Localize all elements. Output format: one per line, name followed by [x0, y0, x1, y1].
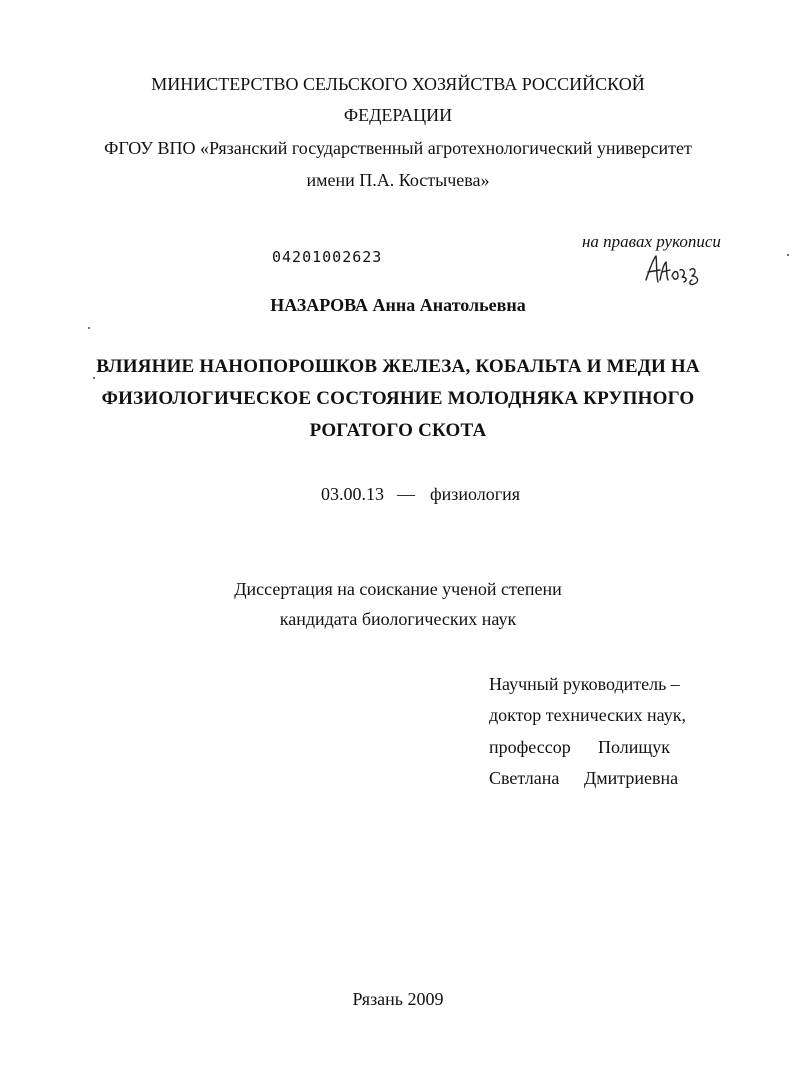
specialty-code: 03.00.13: [321, 484, 384, 504]
title-line-3: РОГАТОГО СКОТА: [309, 420, 487, 441]
supervisor-line-1: Научный руководитель –: [489, 674, 680, 694]
city-year: Рязань 2009: [352, 989, 444, 1009]
specialty-dash: —: [397, 484, 415, 504]
supervisor-surname: Полищук: [598, 737, 670, 757]
degree-line-1: Диссертация на соискание ученой степени: [234, 579, 562, 599]
university-line-2: имени П.А. Костычева»: [306, 170, 490, 190]
supervisor-patronymic: Дмитриевна: [584, 768, 679, 788]
ministry-line-1: МИНИСТЕРСТВО СЕЛЬСКОГО ХОЗЯЙСТВА РОССИЙСКОЙ: [151, 74, 645, 94]
signature-image: [640, 250, 710, 290]
ministry-line-2: ФЕДЕРАЦИИ: [343, 105, 453, 125]
title-line-1: ВЛИЯНИЕ НАНОПОРОШКОВ ЖЕЛЕЗА, КОБАЛЬТА И МЕДИ НА: [96, 356, 700, 377]
author-name: НАЗАРОВА Анна Анатольевна: [270, 295, 526, 315]
supervisor-first-name: Светлана: [489, 768, 560, 788]
manuscript-note: на правах рукописи: [582, 232, 721, 251]
scan-speck: [88, 327, 90, 329]
title-line-2: ФИЗИОЛОГИЧЕСКОЕ СОСТОЯНИЕ МОЛОДНЯКА КРУПНОГО: [101, 388, 695, 409]
university-line-1: ФГОУ ВПО «Рязанский государственный агротехнологический университет: [104, 138, 692, 158]
supervisor-line-2: доктор технических наук,: [489, 705, 686, 725]
supervisor-role: профессор: [489, 737, 571, 757]
scan-speck: [787, 254, 789, 256]
specialty-name: физиология: [430, 484, 521, 504]
registration-number: 04201002623: [272, 248, 383, 266]
degree-line-2: кандидата биологических наук: [279, 609, 517, 629]
